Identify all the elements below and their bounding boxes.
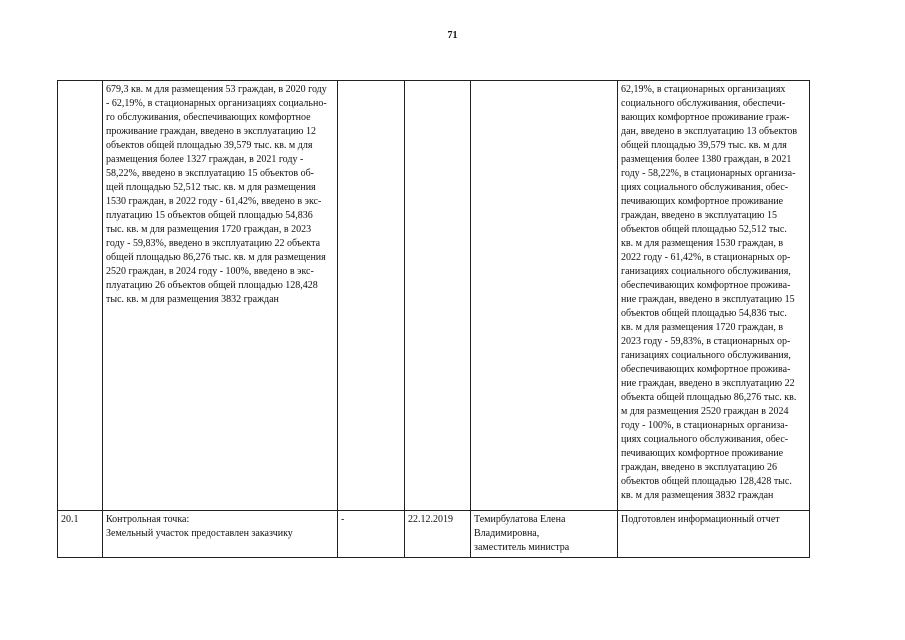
description-cell: [103, 81, 338, 511]
result-text: Подготовлен информационный отчет: [621, 514, 780, 525]
description-text: Контрольная точка: Земельный участок предоставлен заказчику: [106, 514, 293, 539]
row-number-cell: 20.1: [58, 511, 103, 558]
table-row: [58, 511, 810, 558]
responsible-cell: [471, 511, 618, 558]
row-number-cell: [58, 81, 103, 511]
date-cell: [405, 81, 471, 511]
result-cell: [618, 81, 810, 511]
result-text: 62,19%, в стационарных организациях социального обслуживания, обеспечи- вающих комфортное проживание граж- дан, введено в эксплуатацию 13 объектов общей площадью 39,579 тыс. кв. м для размещения более 1380 граждан, в 2021 году - 58,22%, в стационарных организа- циях социального обслуживания, обес- печивающих комфортное проживание граждан, введено в эксплуатацию 15 объектов общей площадью 52,512 тыс. кв. м для размещения 1530 граждан, в 2022 году - 61,42%, в стационарных ор- ганизациях социального обслуживания, обеспечивающих комфортное прожива- ние граждан, введено в эксплуатацию 15 объектов общей площадью 54,836 тыс. кв. м для размещения 1720 граждан, в 2023 году - 59,83%, в стационарных ор- ганизациях социального обслуживания, обеспечивающих комфортное прожива- ние граждан, введено в эксплуатацию 22 объекта общей площадью 86,276 тыс. кв. м для размещения 2520 граждан в 2024 году - 100%, в стационарных организа- циях социального обслуживания, обес- печивающих комфортное проживание граждан, введено в эксплуатацию 26 объектов общей площадью 128,428 тыс. кв. м для размещения 3832 граждан: [621, 84, 798, 501]
empty-cell: [338, 81, 405, 511]
description-cell: [103, 511, 338, 558]
responsible-text: Темирбулатова Елена Владимировна, заместитель министра: [474, 514, 570, 553]
description-text: 679,3 кв. м для размещения 53 граждан, в 2020 году - 62,19%, в стационарных организациях социально- го обслуживания, обеспечивающих комфортное проживание граждан, введено в эксплуатацию 12 объектов общей площадью 39,579 тыс. кв. м для размещения более 1327 граждан, в 2021 году - 58,22%, введено в эксплуатацию 15 объектов об- щей площадью 52,512 тыс. кв. м для размещения 1530 граждан, в 2022 году - 61,42%, введено в экс- плуатацию 15 объектов общей площадью 54,836 тыс. кв. м для размещения 1720 граждан, в 2023 году - 59,83%, введено в эксплуатацию 22 объекта общей площадью 86,276 тыс. кв. м для размещения 2520 граждан, в 2024 году - 100%, введено в экс- плуатацию 26 объектов общей площадью 128,428 тыс. кв. м для размещения 3832 граждан: [106, 84, 327, 305]
page-number: 71: [447, 30, 458, 41]
responsible-cell: [471, 81, 618, 511]
plan-table: [57, 80, 810, 558]
result-cell: [618, 511, 810, 558]
date-cell: 22.12.2019: [405, 511, 471, 558]
dash-cell: -: [338, 511, 405, 558]
table-row: [58, 81, 810, 511]
